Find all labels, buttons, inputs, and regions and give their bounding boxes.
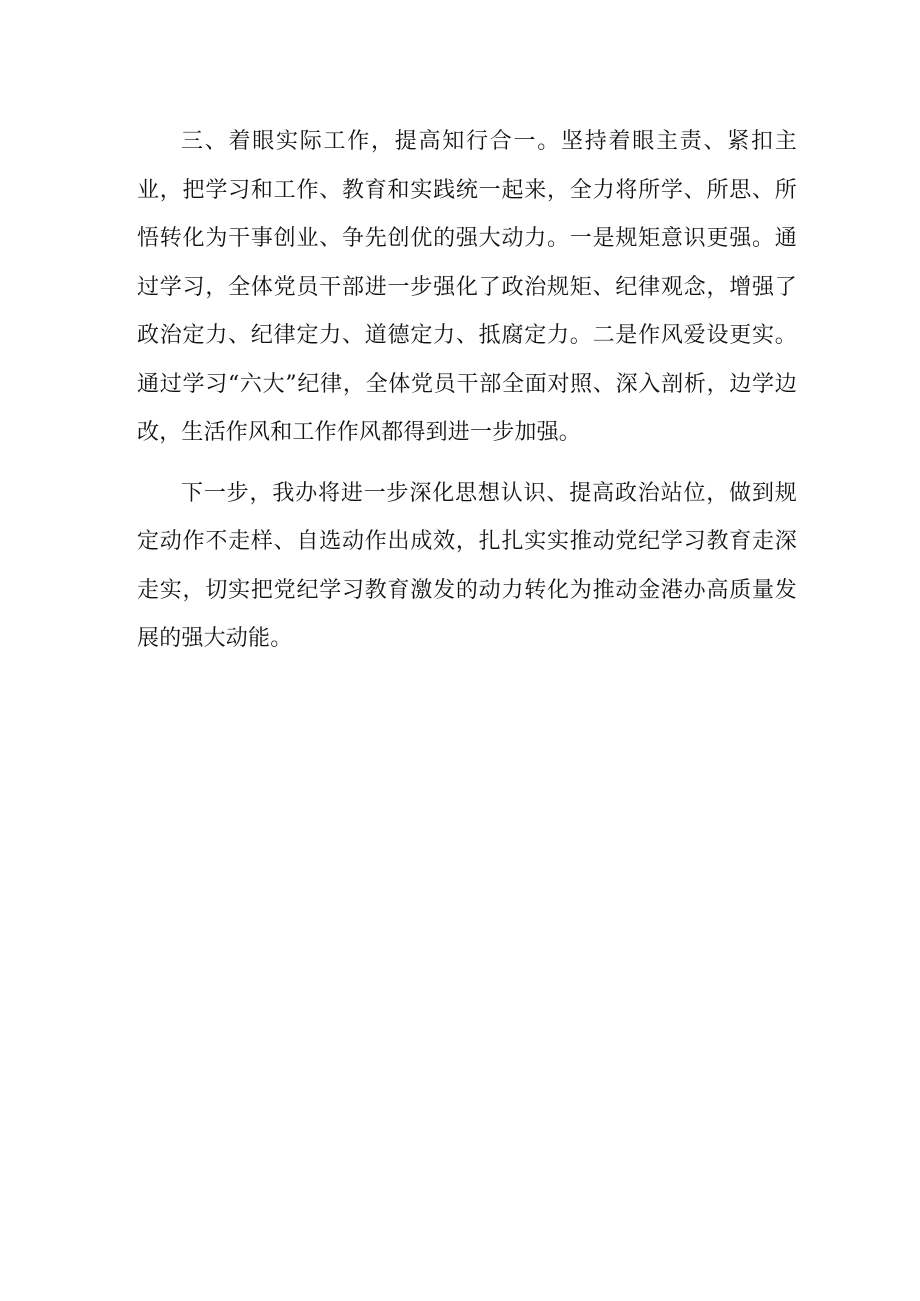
paragraph-next-steps: 下一步，我办将进一步深化思想认识、提高政治站位，做到规定动作不走样、自选动作出成效，扎扎实实推动党纪学习教育走深走实，切实把党纪学习教育激发的动力转化为推动金港办高质量发展的强大动能。 — [137, 480, 797, 651]
document-body — [137, 118, 797, 664]
paragraph-section-three: 三、着眼实际工作，提高知行合一。坚持着眼主责、紧扣主业，把学习和工作、教育和实践统一起来，全力将所学、所思、所悟转化为干事创业、争先创优的强大动力。一是规矩意识更强。通过学习，全体党员干部进一步强化了政治规矩、纪律观念，增强了政治定力、纪律定力、道德定力、抵腐定力。二是作风爱设更实。通过学习“六大”纪律，全体党员干部全面对照、深入剖析，边学边改，生活作风和工作作风都得到进一步加强。 — [137, 129, 797, 445]
